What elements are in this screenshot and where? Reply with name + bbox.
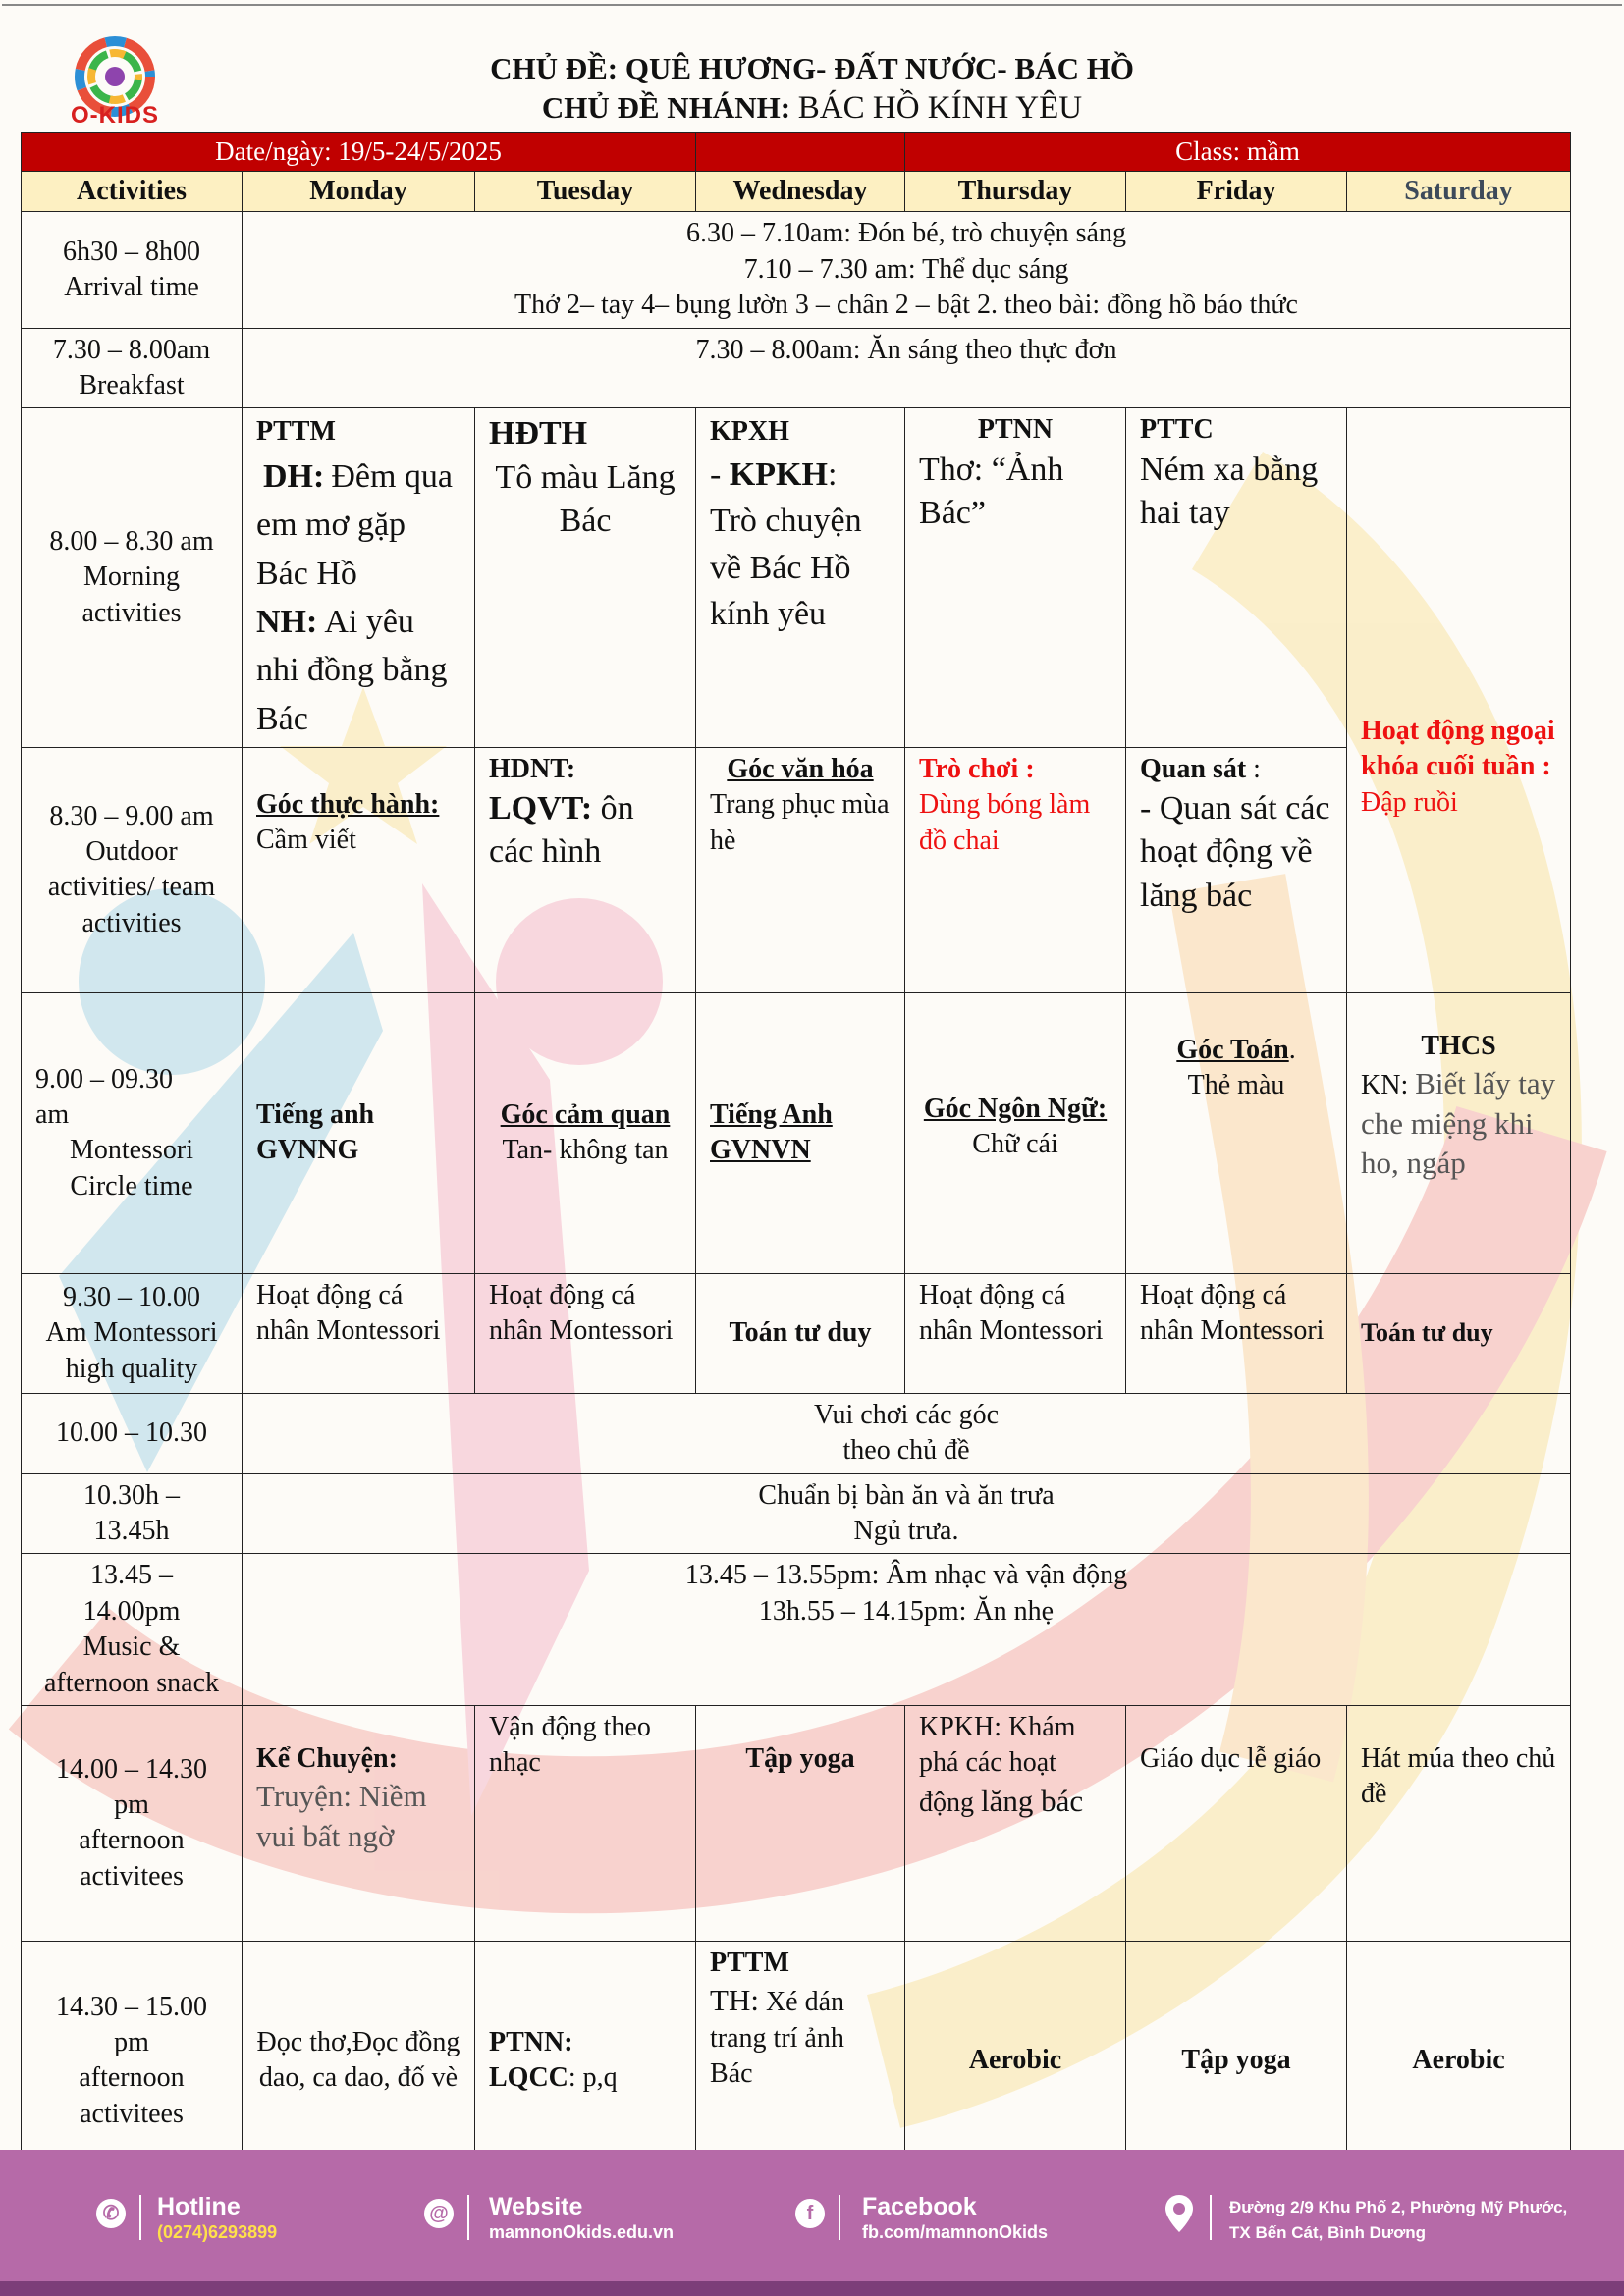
saturday-extracurricular — [1347, 408, 1571, 992]
montessori-wednesday: Tiếng Anh GVNVN — [696, 992, 905, 1273]
time-label: Morning — [83, 561, 180, 593]
table-row-play — [22, 1393, 1571, 1473]
time-label: Montessori — [70, 1135, 193, 1166]
extracurricular-text: Đập ruồi — [1361, 786, 1458, 818]
facebook-label: Facebook — [862, 2193, 977, 2220]
table-row-afternoon-1 — [22, 1705, 1571, 1941]
time-text: 9.30 – 10.00 — [63, 1281, 200, 1312]
game-title: Trò chơi : — [919, 753, 1035, 784]
address-text — [1229, 2195, 1567, 2245]
sub-label: LQCC — [489, 2062, 568, 2094]
time-cell — [22, 1473, 243, 1554]
table-row-morning — [22, 408, 1571, 747]
hq-saturday: Toán tư duy — [1347, 1273, 1571, 1393]
time-label: activities — [81, 907, 182, 938]
time-cell — [22, 1705, 243, 1941]
activity-text: KPKH: Khám phá các hoạt động — [919, 1711, 1076, 1818]
sub-label: TH: — [710, 1983, 759, 2018]
afternoon1-tuesday: Vận động theo nhạc — [475, 1705, 696, 1941]
time-label: high quality — [65, 1353, 198, 1384]
morning-monday — [243, 408, 475, 747]
activity-highlight: lăng bác — [981, 1783, 1084, 1818]
hotline-label: Hotline — [157, 2193, 241, 2220]
time-cell — [22, 1941, 243, 2180]
corner-title: Góc văn hóa — [727, 753, 874, 784]
time-cell — [22, 992, 243, 1273]
corner-title: Góc Toán — [1176, 1034, 1289, 1065]
colon: : — [1246, 753, 1261, 784]
footer-divider — [1210, 2195, 1212, 2240]
afternoon2-monday: Đọc thơ,Đọc đồng dao, ca dao, đố vè — [243, 1941, 475, 2180]
logo-text: O-KIDS — [71, 102, 159, 129]
time-label: Am Montessori — [45, 1317, 218, 1349]
time-cell — [22, 328, 243, 408]
time-label: activities/ team — [47, 872, 216, 903]
phone-icon: ✆ — [96, 2199, 126, 2228]
afternoon2-tuesday — [475, 1941, 696, 2180]
table-row-afternoon-2 — [22, 1941, 1571, 2180]
time-cell — [22, 747, 243, 992]
morning-friday — [1126, 408, 1347, 747]
content-line: Ngủ trưa. — [853, 1515, 959, 1546]
time-cell: 10.00 – 10.30 — [22, 1393, 243, 1473]
page-subtitle — [0, 90, 1624, 127]
time-cell — [22, 1273, 243, 1393]
subtitle-value: BÁC HỒ KÍNH YÊU — [797, 90, 1083, 126]
dh-label: DH: — [263, 458, 325, 496]
activity-text: Cầm viết — [256, 825, 356, 856]
website-value: mamnonOkids.edu.vn — [489, 2222, 675, 2242]
morning-thursday — [905, 408, 1126, 747]
footer-bar — [0, 2150, 1624, 2296]
corner-title: Góc thực hành: — [256, 788, 440, 820]
time-label: Breakfast — [79, 370, 185, 401]
time-text: 10.30h – — [83, 1479, 180, 1511]
time-text: 9.00 – 09.30 — [35, 1063, 173, 1095]
content-line: theo chủ đề — [842, 1435, 970, 1467]
corner-title: Góc cảm quan — [500, 1098, 671, 1130]
nh-label: NH: — [256, 603, 318, 640]
time-text: 13.45h — [93, 1515, 170, 1546]
montessori-tuesday — [475, 992, 696, 1273]
story-title: Kể Chuyện: — [256, 1742, 398, 1774]
subtitle-label: CHỦ ĐỀ NHÁNH: — [541, 90, 791, 125]
time-text: pm — [114, 2027, 149, 2058]
at-icon: @ — [424, 2199, 454, 2228]
info-spacer — [696, 133, 905, 172]
outdoor-monday — [243, 747, 475, 992]
montessori-friday — [1126, 992, 1347, 1273]
address-line: TX Bến Cát, Bình Dương — [1229, 2222, 1427, 2242]
time-text: 8.00 – 8.30 am — [49, 526, 214, 558]
dot: . — [1288, 1034, 1296, 1065]
morning-tuesday — [475, 408, 696, 747]
col-header-activities: Activities — [22, 172, 243, 212]
extracurricular-heading: Hoạt động ngoại khóa cuối tuần : — [1361, 716, 1555, 782]
time-label: Music & — [82, 1631, 181, 1663]
time-label: activities — [81, 597, 182, 628]
time-label: afternoon snack — [43, 1667, 220, 1698]
activity-text: Thơ: “Ảnh Bác” — [919, 451, 1064, 532]
content-line: 13h.55 – 14.15pm: Ăn nhẹ — [758, 1595, 1055, 1627]
activity-text: Xé dán trang trí ảnh Bác — [710, 1987, 845, 2090]
content-line: Chuẩn bị bàn ăn và ăn trưa — [758, 1479, 1055, 1511]
subject-code: PTTC — [1140, 414, 1214, 446]
col-header-wednesday: Wednesday — [696, 172, 905, 212]
subject-code: PTNN — [977, 414, 1054, 446]
schedule-table — [21, 132, 1571, 2181]
time-label: activitees — [80, 1860, 184, 1892]
time-label: afternoon — [79, 2062, 185, 2094]
hq-thursday: Hoạt động cá nhân Montessori — [905, 1273, 1126, 1393]
class-cell: Class: mầm — [905, 133, 1571, 172]
breakfast-content: 7.30 – 8.00am: Ăn sáng theo thực đơn — [243, 328, 1571, 408]
activity-text: Trang phục mùa hè — [710, 789, 890, 856]
col-header-monday: Monday — [243, 172, 475, 212]
activity-text: Thẻ màu — [1187, 1070, 1285, 1101]
content-line: 7.10 – 7.30 am: Thể dục sáng — [743, 253, 1069, 285]
subject-code: PTTM — [256, 416, 336, 448]
sub-label: LQVT: — [489, 790, 593, 828]
subject-code: HDNT: — [489, 753, 576, 784]
activity-text: Tô màu Lăng Bác — [495, 458, 676, 539]
time-text: 6h30 – 8h00 — [63, 236, 200, 267]
activity-text: Chữ cái — [972, 1129, 1058, 1160]
time-text: 7.30 – 8.00am — [52, 334, 211, 365]
afternoon1-monday — [243, 1705, 475, 1941]
afternoon1-friday: Giáo dục lễ giáo — [1126, 1705, 1347, 1941]
hq-friday: Hoạt động cá nhân Montessori — [1126, 1273, 1347, 1393]
time-cell — [22, 212, 243, 328]
observe-title: Quan sát — [1140, 753, 1247, 784]
time-label: Arrival time — [64, 272, 199, 303]
time-label: afternoon — [79, 1825, 185, 1856]
activity-text: Tan- không tan — [502, 1135, 669, 1166]
dh-text: Đêm qua em mơ gặp Bác Hồ — [256, 458, 454, 592]
time-text: 13.45 – — [90, 1560, 173, 1591]
afternoon2-thursday: Aerobic — [905, 1941, 1126, 2180]
column-header-row — [22, 172, 1571, 212]
music-content — [243, 1554, 1571, 1706]
corner-title: Góc Ngôn Ngữ: — [923, 1093, 1108, 1124]
outdoor-tuesday — [475, 747, 696, 992]
table-row-breakfast — [22, 328, 1571, 408]
outdoor-friday — [1126, 747, 1347, 992]
play-content — [243, 1393, 1571, 1473]
info-row — [22, 133, 1571, 172]
hq-wednesday: Toán tư duy — [696, 1273, 905, 1393]
address-line: Đường 2/9 Khu Phố 2, Phường Mỹ Phước, — [1229, 2198, 1568, 2216]
afternoon2-wednesday — [696, 1941, 905, 2180]
afternoon1-thursday — [905, 1705, 1126, 1941]
subject-code: PTTM — [710, 1947, 789, 1978]
hq-tuesday: Hoạt động cá nhân Montessori — [475, 1273, 696, 1393]
outdoor-thursday — [905, 747, 1126, 992]
subject-code: KPXH — [710, 416, 789, 448]
footer-divider — [839, 2195, 840, 2240]
hq-monday: Hoạt động cá nhân Montessori — [243, 1273, 475, 1393]
col-header-tuesday: Tuesday — [475, 172, 696, 212]
dash: - — [710, 455, 730, 493]
activity-text: Ném xa bằng hai tay — [1140, 451, 1319, 532]
table-row-montessori — [22, 992, 1571, 1273]
afternoon1-saturday: Hát múa theo chủ đề — [1347, 1705, 1571, 1941]
afternoon2-friday: Tập yoga — [1126, 1941, 1347, 2180]
lunch-content — [243, 1473, 1571, 1554]
time-text: 14.30 – 15.00 — [56, 1991, 207, 2022]
content-line: Vui chơi các góc — [813, 1399, 1000, 1430]
time-text: 14.00pm — [82, 1595, 181, 1627]
nh-text: Ai yêu nhi đồng bằng Bác — [256, 603, 448, 737]
subject-code: HĐTH — [489, 415, 588, 453]
activity-text: - Quan sát các hoạt động về lăng bác — [1140, 790, 1330, 914]
content-line: 13.45 – 13.55pm: Âm nhạc và vận động — [684, 1560, 1128, 1591]
subject-code: PTNN: — [489, 2027, 573, 2058]
table-row-outdoor — [22, 747, 1571, 992]
website-label: Website — [489, 2193, 583, 2220]
outdoor-wednesday — [696, 747, 905, 992]
content-line: 6.30 – 7.10am: Đón bé, trò chuyện sáng — [686, 218, 1126, 249]
table-row-arrival — [22, 212, 1571, 328]
footer-divider — [139, 2195, 141, 2240]
table-row-music — [22, 1554, 1571, 1706]
montessori-monday: Tiếng anh GVNNG — [243, 992, 475, 1273]
time-label: activitees — [80, 2098, 184, 2129]
activity-text: : Trò chuyện về Bác Hồ kính yêu — [710, 455, 862, 633]
skill-label: KN: — [1361, 1070, 1409, 1101]
time-text: am — [35, 1098, 70, 1130]
footer-divider — [467, 2195, 469, 2240]
facebook-icon: f — [795, 2199, 825, 2228]
content-line: Thở 2– tay 4– bụng lườn 3 – chân 2 – bật 2. theo bài: đồng hồ báo thức — [514, 290, 1298, 321]
table-row-high-quality — [22, 1273, 1571, 1393]
location-pin-icon — [1164, 2195, 1194, 2232]
afternoon2-saturday: Aerobic — [1347, 1941, 1571, 2180]
hotline-value: (0274)6293899 — [157, 2222, 278, 2242]
activity-text: Biết lấy tay che miệng khi ho, ngáp — [1361, 1066, 1556, 1180]
sub-label: KPKH — [729, 455, 828, 493]
afternoon1-wednesday: Tập yoga — [696, 1705, 905, 1941]
table-row-lunch — [22, 1473, 1571, 1554]
activity-text: ôn các hình — [489, 790, 634, 871]
facebook-value: fb.com/mamnonOkids — [862, 2222, 1049, 2242]
col-header-thursday: Thursday — [905, 172, 1126, 212]
time-cell — [22, 1554, 243, 1706]
footer-bottom-strip — [0, 2281, 1624, 2296]
date-cell: Date/ngày: 19/5-24/5/2025 — [22, 133, 696, 172]
activity-text: Dùng bóng làm đồ chai — [919, 789, 1091, 856]
page-title: CHỦ ĐỀ: QUÊ HƯƠNG- ĐẤT NƯỚC- BÁC HỒ — [490, 51, 1134, 85]
time-label: Outdoor — [85, 835, 178, 867]
montessori-thursday — [905, 992, 1126, 1273]
arrival-content — [243, 212, 1571, 328]
time-label: Circle time — [70, 1170, 193, 1201]
col-header-friday: Friday — [1126, 172, 1347, 212]
time-text: pm — [114, 1789, 149, 1821]
time-text: 14.00 – 14.30 — [56, 1753, 207, 1785]
col-header-saturday: Saturday — [1347, 172, 1571, 212]
montessori-saturday — [1347, 992, 1571, 1273]
time-cell — [22, 408, 243, 747]
activity-text: Truyện: Niềm vui bất ngờ — [256, 1779, 427, 1853]
time-text: 8.30 – 9.00 am — [49, 800, 214, 831]
activity-text: : p,q — [568, 2062, 618, 2094]
morning-wednesday — [696, 408, 905, 747]
subject-code: THCS — [1421, 1030, 1496, 1061]
